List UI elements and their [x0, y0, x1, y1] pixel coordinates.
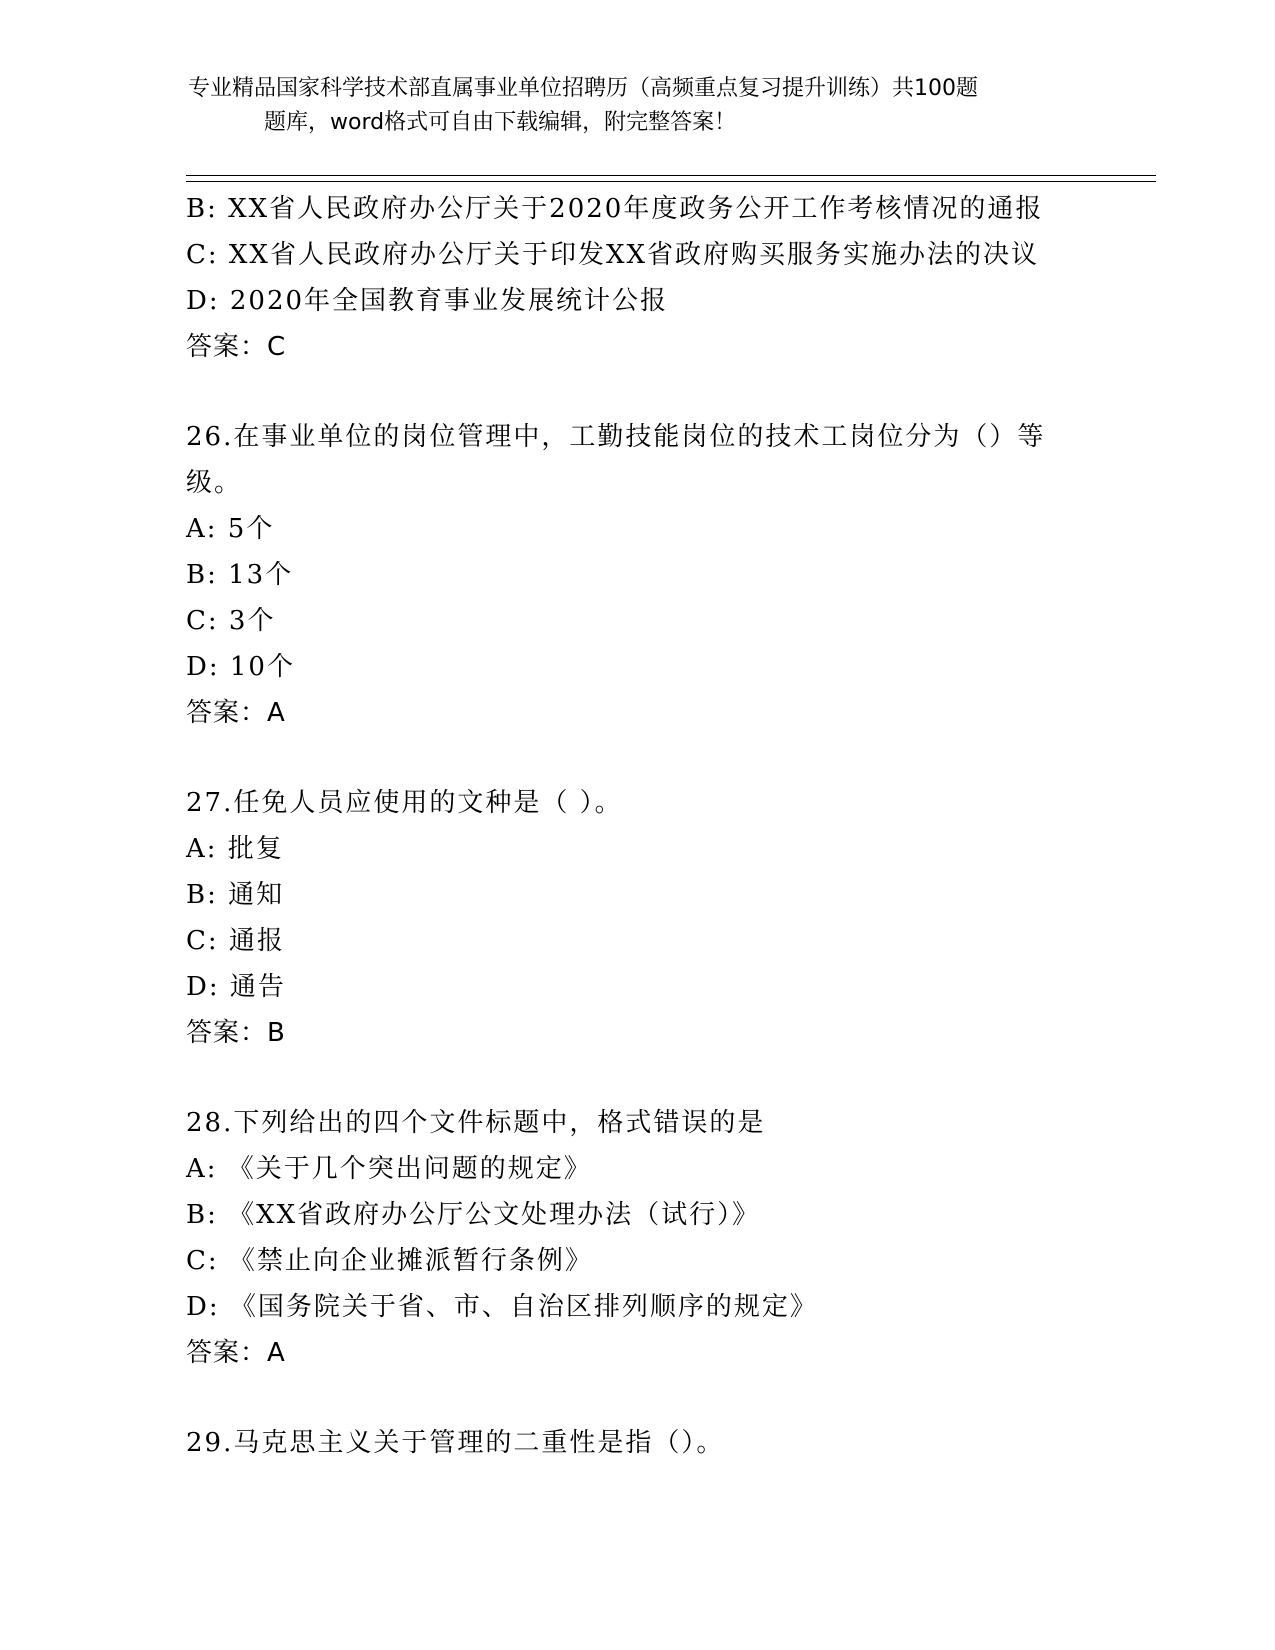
option-a: A: 批复	[186, 834, 284, 864]
option-d: D: 2020年全国教育事业发展统计公报	[186, 286, 669, 316]
option-a: A: 5个	[186, 514, 275, 544]
document-header	[188, 72, 1088, 140]
option-c: C: 通报	[186, 926, 285, 956]
question-stem: 27.任免人员应使用的文种是（ ）。	[186, 788, 623, 818]
question-stem: 26.在事业单位的岗位管理中，工勤技能岗位的技术工岗位分为（）等级。	[186, 422, 1046, 498]
option-b: B: 《XX省政府办公厅公文处理办法（试行）》	[186, 1200, 761, 1230]
question-stem: 28.下列给出的四个文件标题中，格式错误的是	[186, 1108, 766, 1138]
option-b: B: XX省人民政府办公厅关于2020年度政务公开工作考核情况的通报	[186, 194, 1044, 224]
option-d: D: 通告	[186, 972, 286, 1002]
question-27	[186, 780, 1086, 1056]
question-25-continued	[186, 186, 1086, 370]
option-c: C: XX省人民政府办公厅关于印发XX省政府购买服务实施办法的决议	[186, 240, 1039, 270]
option-d: D: 10个	[186, 652, 295, 682]
header-divider-top	[186, 175, 1156, 176]
question-26	[186, 414, 1086, 736]
header-title-line2: 题库，word格式可自由下载编辑，附完整答案！	[264, 110, 737, 135]
answer-line: 答案：C	[186, 332, 287, 362]
answer-line: 答案：A	[186, 698, 286, 728]
question-28	[186, 1100, 1086, 1376]
document-body	[186, 186, 1086, 1466]
option-b: B: 通知	[186, 880, 285, 910]
header-title-line1: 专业精品国家科学技术部直属事业单位招聘历（高频重点复习提升训练）共100题	[188, 76, 978, 101]
question-29	[186, 1420, 1086, 1466]
option-c: C: 3个	[186, 606, 276, 636]
question-stem: 29.马克思主义关于管理的二重性是指（）。	[186, 1428, 725, 1458]
option-a: A: 《关于几个突出问题的规定》	[186, 1154, 592, 1184]
answer-line: 答案：B	[186, 1018, 286, 1048]
option-c: C: 《禁止向企业摊派暂行条例》	[186, 1246, 593, 1276]
answer-line: 答案：A	[186, 1338, 286, 1368]
option-b: B: 13个	[186, 560, 294, 590]
header-divider-bottom	[186, 181, 1156, 182]
option-d: D: 《国务院关于省、市、自治区排列顺序的规定》	[186, 1292, 818, 1322]
